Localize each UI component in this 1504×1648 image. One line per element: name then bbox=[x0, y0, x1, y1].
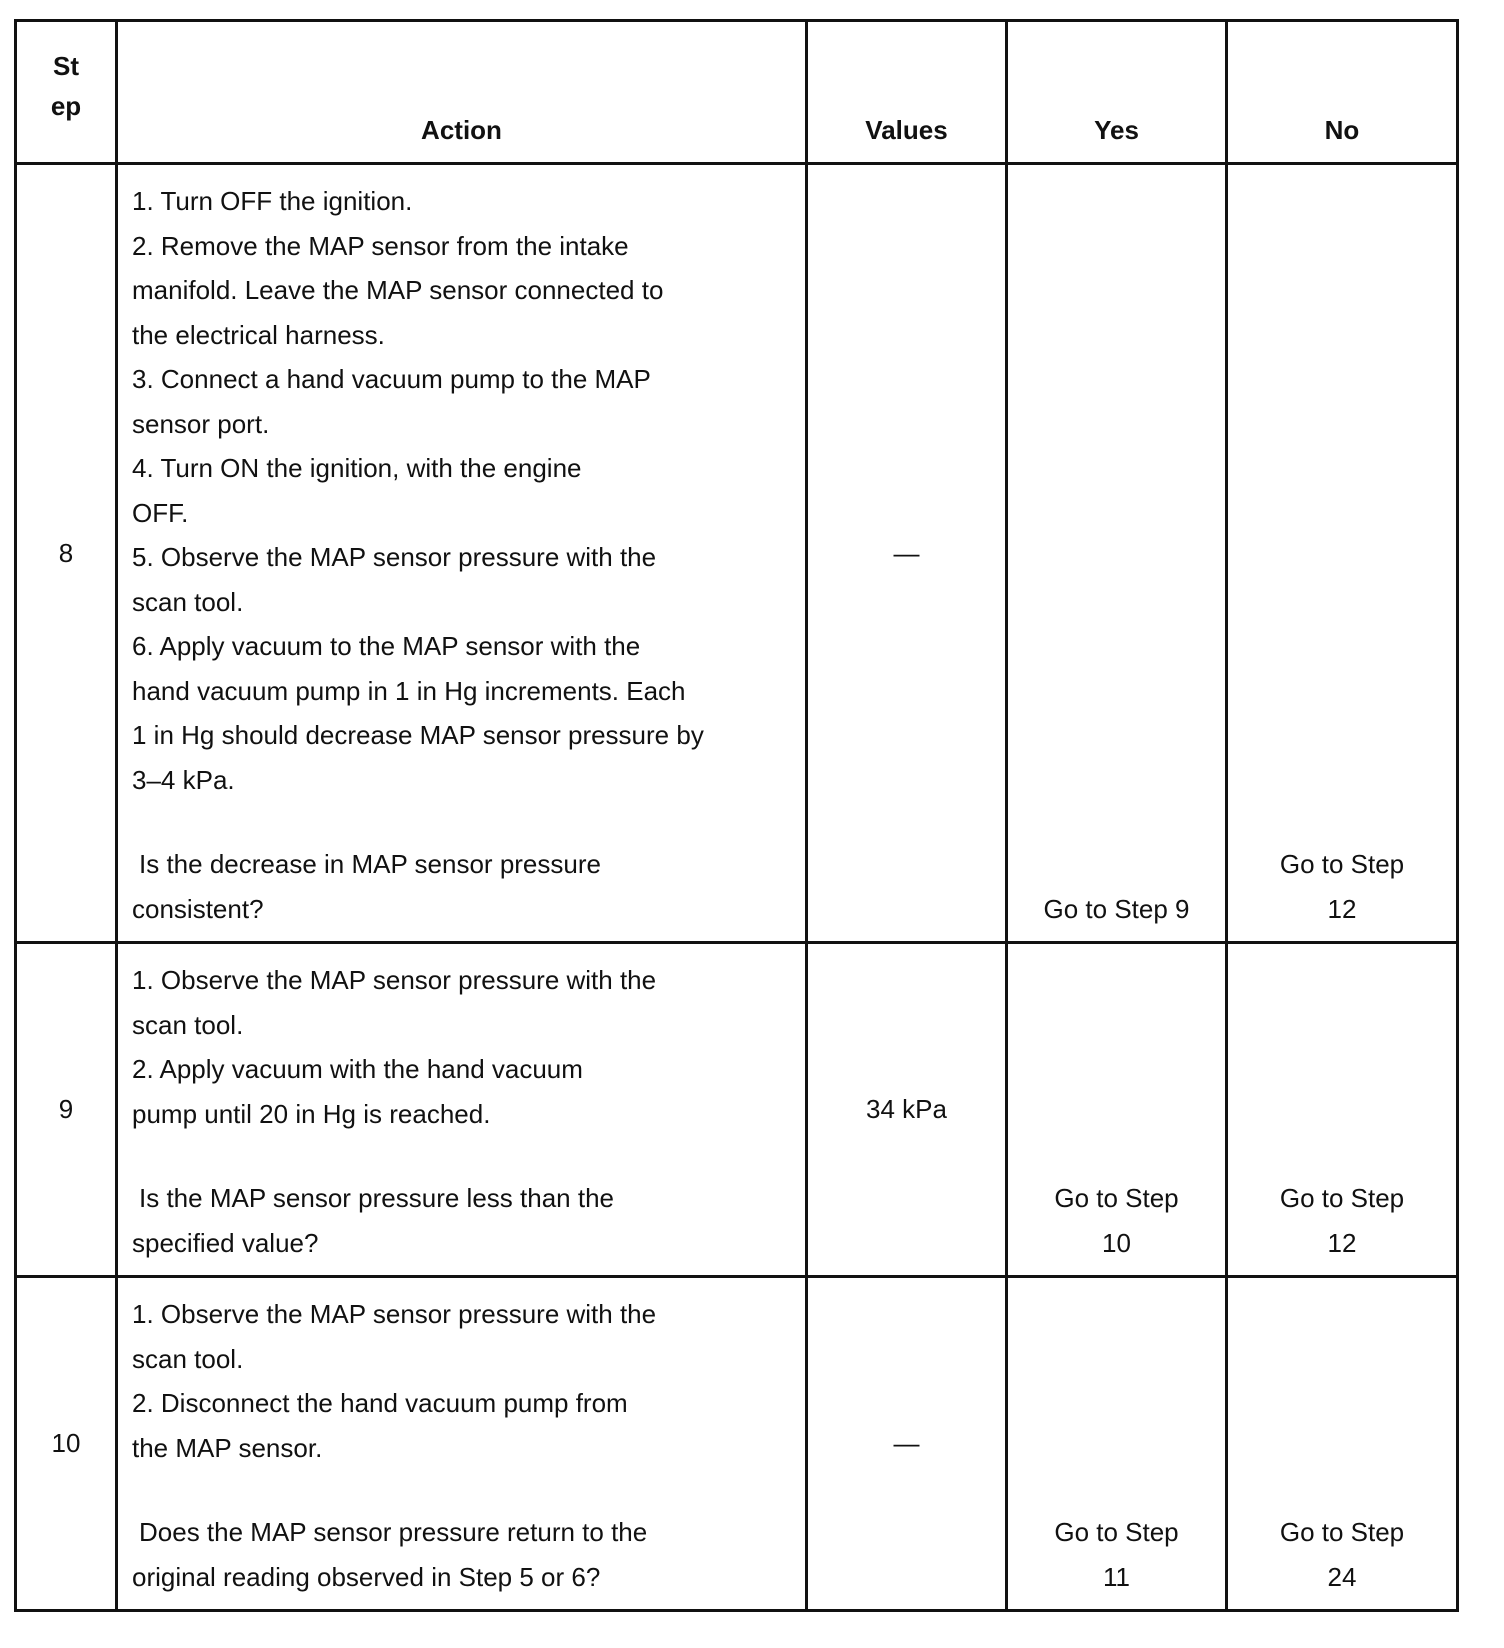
yes-text: Go to Step bbox=[1054, 1183, 1179, 1213]
header-step-line-2: ep bbox=[50, 91, 82, 121]
action-line: 6. Apply vacuum to the MAP sensor with the bbox=[132, 631, 641, 661]
no-cell bbox=[1227, 1277, 1458, 1611]
step-number: 10 bbox=[16, 1277, 117, 1611]
header-step bbox=[16, 21, 117, 164]
action-cell bbox=[117, 164, 807, 943]
action-line: sensor port. bbox=[132, 408, 270, 439]
no-cell bbox=[1227, 943, 1458, 1277]
table-row bbox=[16, 164, 1458, 943]
action-question: Does the MAP sensor pressure return to the bbox=[139, 1517, 648, 1547]
header-row bbox=[16, 21, 1458, 164]
action-line: 5. Observe the MAP sensor pressure with the bbox=[132, 542, 657, 572]
action-line: the MAP sensor. bbox=[132, 1432, 323, 1463]
no-text: Go to Step bbox=[1279, 849, 1405, 879]
action-question: Is the decrease in MAP sensor pressure bbox=[139, 849, 601, 879]
action-question: specified value? bbox=[132, 1227, 319, 1258]
no-text: Go to Step bbox=[1279, 1183, 1405, 1213]
action-line: 1. Observe the MAP sensor pressure with the bbox=[132, 1299, 657, 1329]
no-text: 12 bbox=[1327, 1227, 1357, 1258]
action-line: pump until 20 in Hg is reached. bbox=[132, 1098, 491, 1129]
action-cell bbox=[117, 1277, 807, 1611]
action-line: scan tool. bbox=[132, 1009, 244, 1040]
yes-text: Go to Step bbox=[1054, 1517, 1179, 1547]
action-line: 3. Connect a hand vacuum pump to the MAP bbox=[132, 364, 651, 394]
action-line: 4. Turn ON the ignition, with the engine bbox=[132, 453, 582, 483]
action-line: scan tool. bbox=[132, 586, 244, 617]
action-line: 1. Observe the MAP sensor pressure with the bbox=[132, 965, 657, 995]
no-text: Go to Step bbox=[1279, 1517, 1405, 1547]
yes-text: 11 bbox=[1103, 1561, 1130, 1592]
action-cell bbox=[117, 943, 807, 1277]
action-line: the electrical harness. bbox=[132, 319, 385, 350]
value-cell: — bbox=[807, 1277, 1007, 1611]
action-line: 1 in Hg should decrease MAP sensor pressure by bbox=[132, 720, 704, 750]
action-line: manifold. Leave the MAP sensor connected to bbox=[132, 275, 664, 305]
step-number: 9 bbox=[16, 943, 117, 1277]
spacer bbox=[132, 802, 793, 842]
header-yes: Yes bbox=[1007, 21, 1227, 164]
yes-text: 10 bbox=[1102, 1227, 1131, 1258]
table-row bbox=[16, 1277, 1458, 1611]
header-values: Values bbox=[807, 21, 1007, 164]
no-text: 12 bbox=[1327, 893, 1357, 924]
action-line: scan tool. bbox=[132, 1343, 244, 1374]
action-question: Is the MAP sensor pressure less than the bbox=[139, 1183, 614, 1213]
action-line: hand vacuum pump in 1 in Hg increments. Each bbox=[132, 675, 686, 706]
action-question: consistent? bbox=[132, 893, 264, 924]
action-line: 2. Apply vacuum with the hand vacuum bbox=[132, 1054, 583, 1084]
spacer bbox=[132, 1136, 793, 1176]
action-line: 2. Disconnect the hand vacuum pump from bbox=[132, 1388, 628, 1418]
yes-cell bbox=[1007, 1277, 1227, 1611]
table-row bbox=[16, 943, 1458, 1277]
yes-cell bbox=[1007, 164, 1227, 943]
action-question: original reading observed in Step 5 or 6? bbox=[132, 1561, 601, 1592]
yes-text: Go to Step 9 bbox=[1043, 893, 1190, 924]
no-cell bbox=[1227, 164, 1458, 943]
action-line: 1. Turn OFF the ignition. bbox=[132, 186, 413, 216]
header-action: Action bbox=[117, 21, 807, 164]
header-step-line-1: St bbox=[53, 51, 79, 81]
header-no: No bbox=[1227, 21, 1458, 164]
spacer bbox=[132, 1470, 793, 1510]
no-text: 24 bbox=[1327, 1561, 1357, 1592]
diagnostic-table bbox=[14, 19, 1459, 1612]
yes-cell bbox=[1007, 943, 1227, 1277]
action-line: 2. Remove the MAP sensor from the intake bbox=[132, 230, 629, 261]
value-cell: — bbox=[807, 164, 1007, 943]
step-number: 8 bbox=[16, 164, 117, 943]
value-cell: 34 kPa bbox=[807, 943, 1007, 1277]
action-line: 3–4 kPa. bbox=[132, 764, 235, 795]
action-line: OFF. bbox=[132, 497, 189, 528]
